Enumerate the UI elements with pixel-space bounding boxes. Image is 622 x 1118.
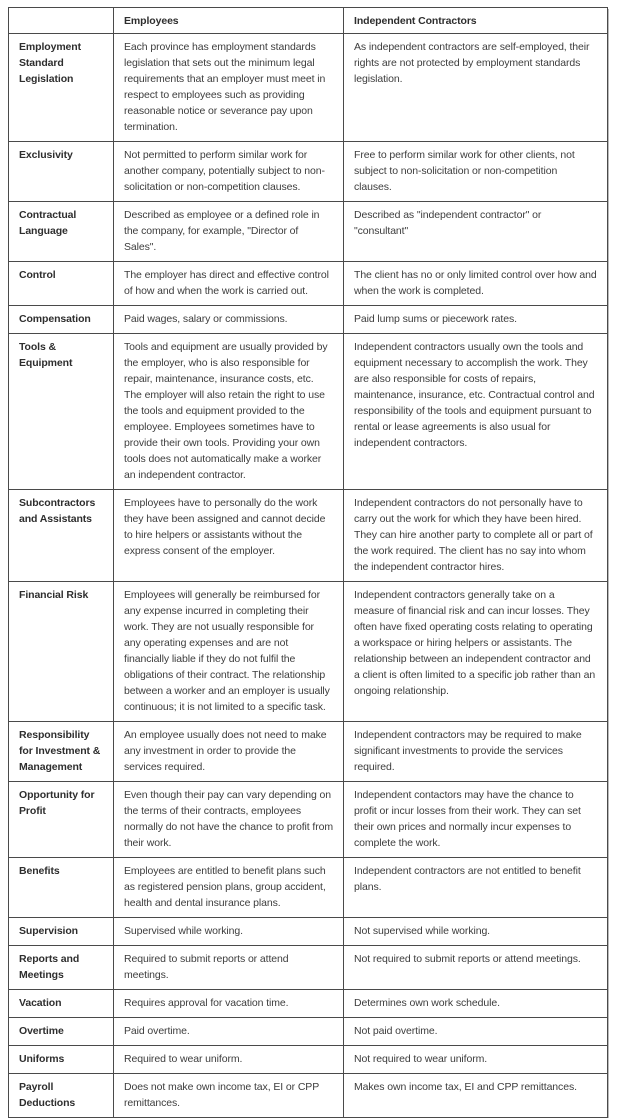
- contractors-cell: Described as "independent contractor" or "consultant": [344, 202, 608, 262]
- contractors-cell: Not required to wear uniform.: [344, 1046, 608, 1074]
- row-label: Vacation: [9, 990, 114, 1018]
- row-label: Compensation: [9, 306, 114, 334]
- column-header-employees: Employees: [114, 8, 344, 34]
- employees-cell: Supervised while working.: [114, 918, 344, 946]
- employees-cell: Required to submit reports or attend meetings.: [114, 946, 344, 990]
- employees-cell: Described as employee or a defined role in the company, for example, "Director of Sales".: [114, 202, 344, 262]
- row-label: Responsibility for Investment & Management: [9, 722, 114, 782]
- row-label: Exclusivity: [9, 142, 114, 202]
- contractors-cell: Independent contractors usually own the tools and equipment necessary to accomplish the work. They are also responsible for costs of repairs, maintenance, insurance, etc. Contractual control and responsibility of the tools and equipment pursuant to rental or lease agreements is also usual for independent contractors.: [344, 334, 608, 490]
- row-label: Reports and Meetings: [9, 946, 114, 990]
- employees-cell: Required to wear uniform.: [114, 1046, 344, 1074]
- employees-cell: Employees are entitled to benefit plans such as registered pension plans, group accident, health and dental insurance plans.: [114, 858, 344, 918]
- column-header-independent-contractors: Independent Contractors: [344, 8, 608, 34]
- row-label: Contractual Language: [9, 202, 114, 262]
- contractors-cell: Independent contactors may have the chance to profit or incur losses from their work. They can set their own prices and normally incur expenses to complete the work.: [344, 782, 608, 858]
- employees-cell: Tools and equipment are usually provided by the employer, who is also responsible for repair, maintenance, insurance costs, etc. The employer will also retain the right to use the tools and equipment provided to the employee. Employees sometimes have to provide their own tools. Providing your own tools does not automatically make a worker an independent contractor.: [114, 334, 344, 490]
- table-row: [9, 722, 608, 782]
- table-row: [9, 582, 608, 722]
- contractors-cell: Determines own work schedule.: [344, 990, 608, 1018]
- employees-cell: The employer has direct and effective control of how and when the work is carried out.: [114, 262, 344, 306]
- column-header-blank: [9, 8, 114, 34]
- table-row: [9, 782, 608, 858]
- employees-cell: Each province has employment standards legislation that sets out the minimum legal requirements that an employer must meet in respect to employees such as providing reasonable notice or severance pay upon termination.: [114, 34, 344, 142]
- employees-cell: Paid overtime.: [114, 1018, 344, 1046]
- contractors-cell: Free to perform similar work for other clients, not subject to non-solicitation or non-competition clauses.: [344, 142, 608, 202]
- contractors-cell: Paid lump sums or piecework rates.: [344, 306, 608, 334]
- employee-vs-contractor-table: [8, 7, 608, 1118]
- contractors-cell: Independent contractors generally take on a measure of financial risk and can incur losses. They often have fixed operating costs relating to operating a workspace or hiring helpers or assistants. The relationship between an independent contractor and a client is often limited to a specific job rather than an ongoing relationship.: [344, 582, 608, 722]
- table-body: [9, 34, 608, 1118]
- table-row: [9, 858, 608, 918]
- employees-cell: Employees have to personally do the work they have been assigned and cannot decide to hire helpers or assistants without the express consent of the employer.: [114, 490, 344, 582]
- employees-cell: Does not make own income tax, EI or CPP remittances.: [114, 1074, 344, 1118]
- row-label: Financial Risk: [9, 582, 114, 722]
- row-label: Benefits: [9, 858, 114, 918]
- row-label: Employment Standard Legislation: [9, 34, 114, 142]
- table-row: [9, 262, 608, 306]
- row-label: Control: [9, 262, 114, 306]
- row-label: Tools & Equipment: [9, 334, 114, 490]
- header-row: [9, 8, 608, 34]
- contractors-cell: Independent contractors may be required to make significant investments to provide the services required.: [344, 722, 608, 782]
- table-row: [9, 1074, 608, 1118]
- employees-cell: An employee usually does not need to make any investment in order to provide the services required.: [114, 722, 344, 782]
- table-row: [9, 990, 608, 1018]
- contractors-cell: Not required to submit reports or attend meetings.: [344, 946, 608, 990]
- row-label: Overtime: [9, 1018, 114, 1046]
- contractors-cell: Independent contractors are not entitled to benefit plans.: [344, 858, 608, 918]
- contractors-cell: Not paid overtime.: [344, 1018, 608, 1046]
- contractors-cell: Not supervised while working.: [344, 918, 608, 946]
- employees-cell: Requires approval for vacation time.: [114, 990, 344, 1018]
- employees-cell: Employees will generally be reimbursed for any expense incurred in completing their work. They are not usually responsible for any operating expenses and are not financially liable if they do not fulfil the obligations of their contract. The relationship between a worker and an employer is usually continuous; it is not limited to a specific task.: [114, 582, 344, 722]
- table-row: [9, 334, 608, 490]
- row-label: Supervision: [9, 918, 114, 946]
- table-row: [9, 202, 608, 262]
- contractors-cell: Independent contractors do not personally have to carry out the work for which they have been hired. They can hire another party to complete all or part of the work required. The client has no say into whom the independent contractor hires.: [344, 490, 608, 582]
- table-row: [9, 946, 608, 990]
- contractors-cell: The client has no or only limited control over how and when the work is completed.: [344, 262, 608, 306]
- table-row: [9, 34, 608, 142]
- row-label: Payroll Deductions: [9, 1074, 114, 1118]
- table-row: [9, 1046, 608, 1074]
- row-label: Uniforms: [9, 1046, 114, 1074]
- table-row: [9, 1018, 608, 1046]
- employees-cell: Not permitted to perform similar work for another company, potentially subject to non-solicitation or non-competition clauses.: [114, 142, 344, 202]
- table-row: [9, 306, 608, 334]
- row-label: Opportunity for Profit: [9, 782, 114, 858]
- table-header: [9, 8, 608, 34]
- contractors-cell: Makes own income tax, EI and CPP remittances.: [344, 1074, 608, 1118]
- employees-cell: Even though their pay can vary depending on the terms of their contracts, employees normally do not have the chance to profit from their work.: [114, 782, 344, 858]
- employees-cell: Paid wages, salary or commissions.: [114, 306, 344, 334]
- contractors-cell: As independent contractors are self-employed, their rights are not protected by employment standards legislation.: [344, 34, 608, 142]
- table-row: [9, 142, 608, 202]
- row-label: Subcontractors and Assistants: [9, 490, 114, 582]
- table-row: [9, 918, 608, 946]
- table-row: [9, 490, 608, 582]
